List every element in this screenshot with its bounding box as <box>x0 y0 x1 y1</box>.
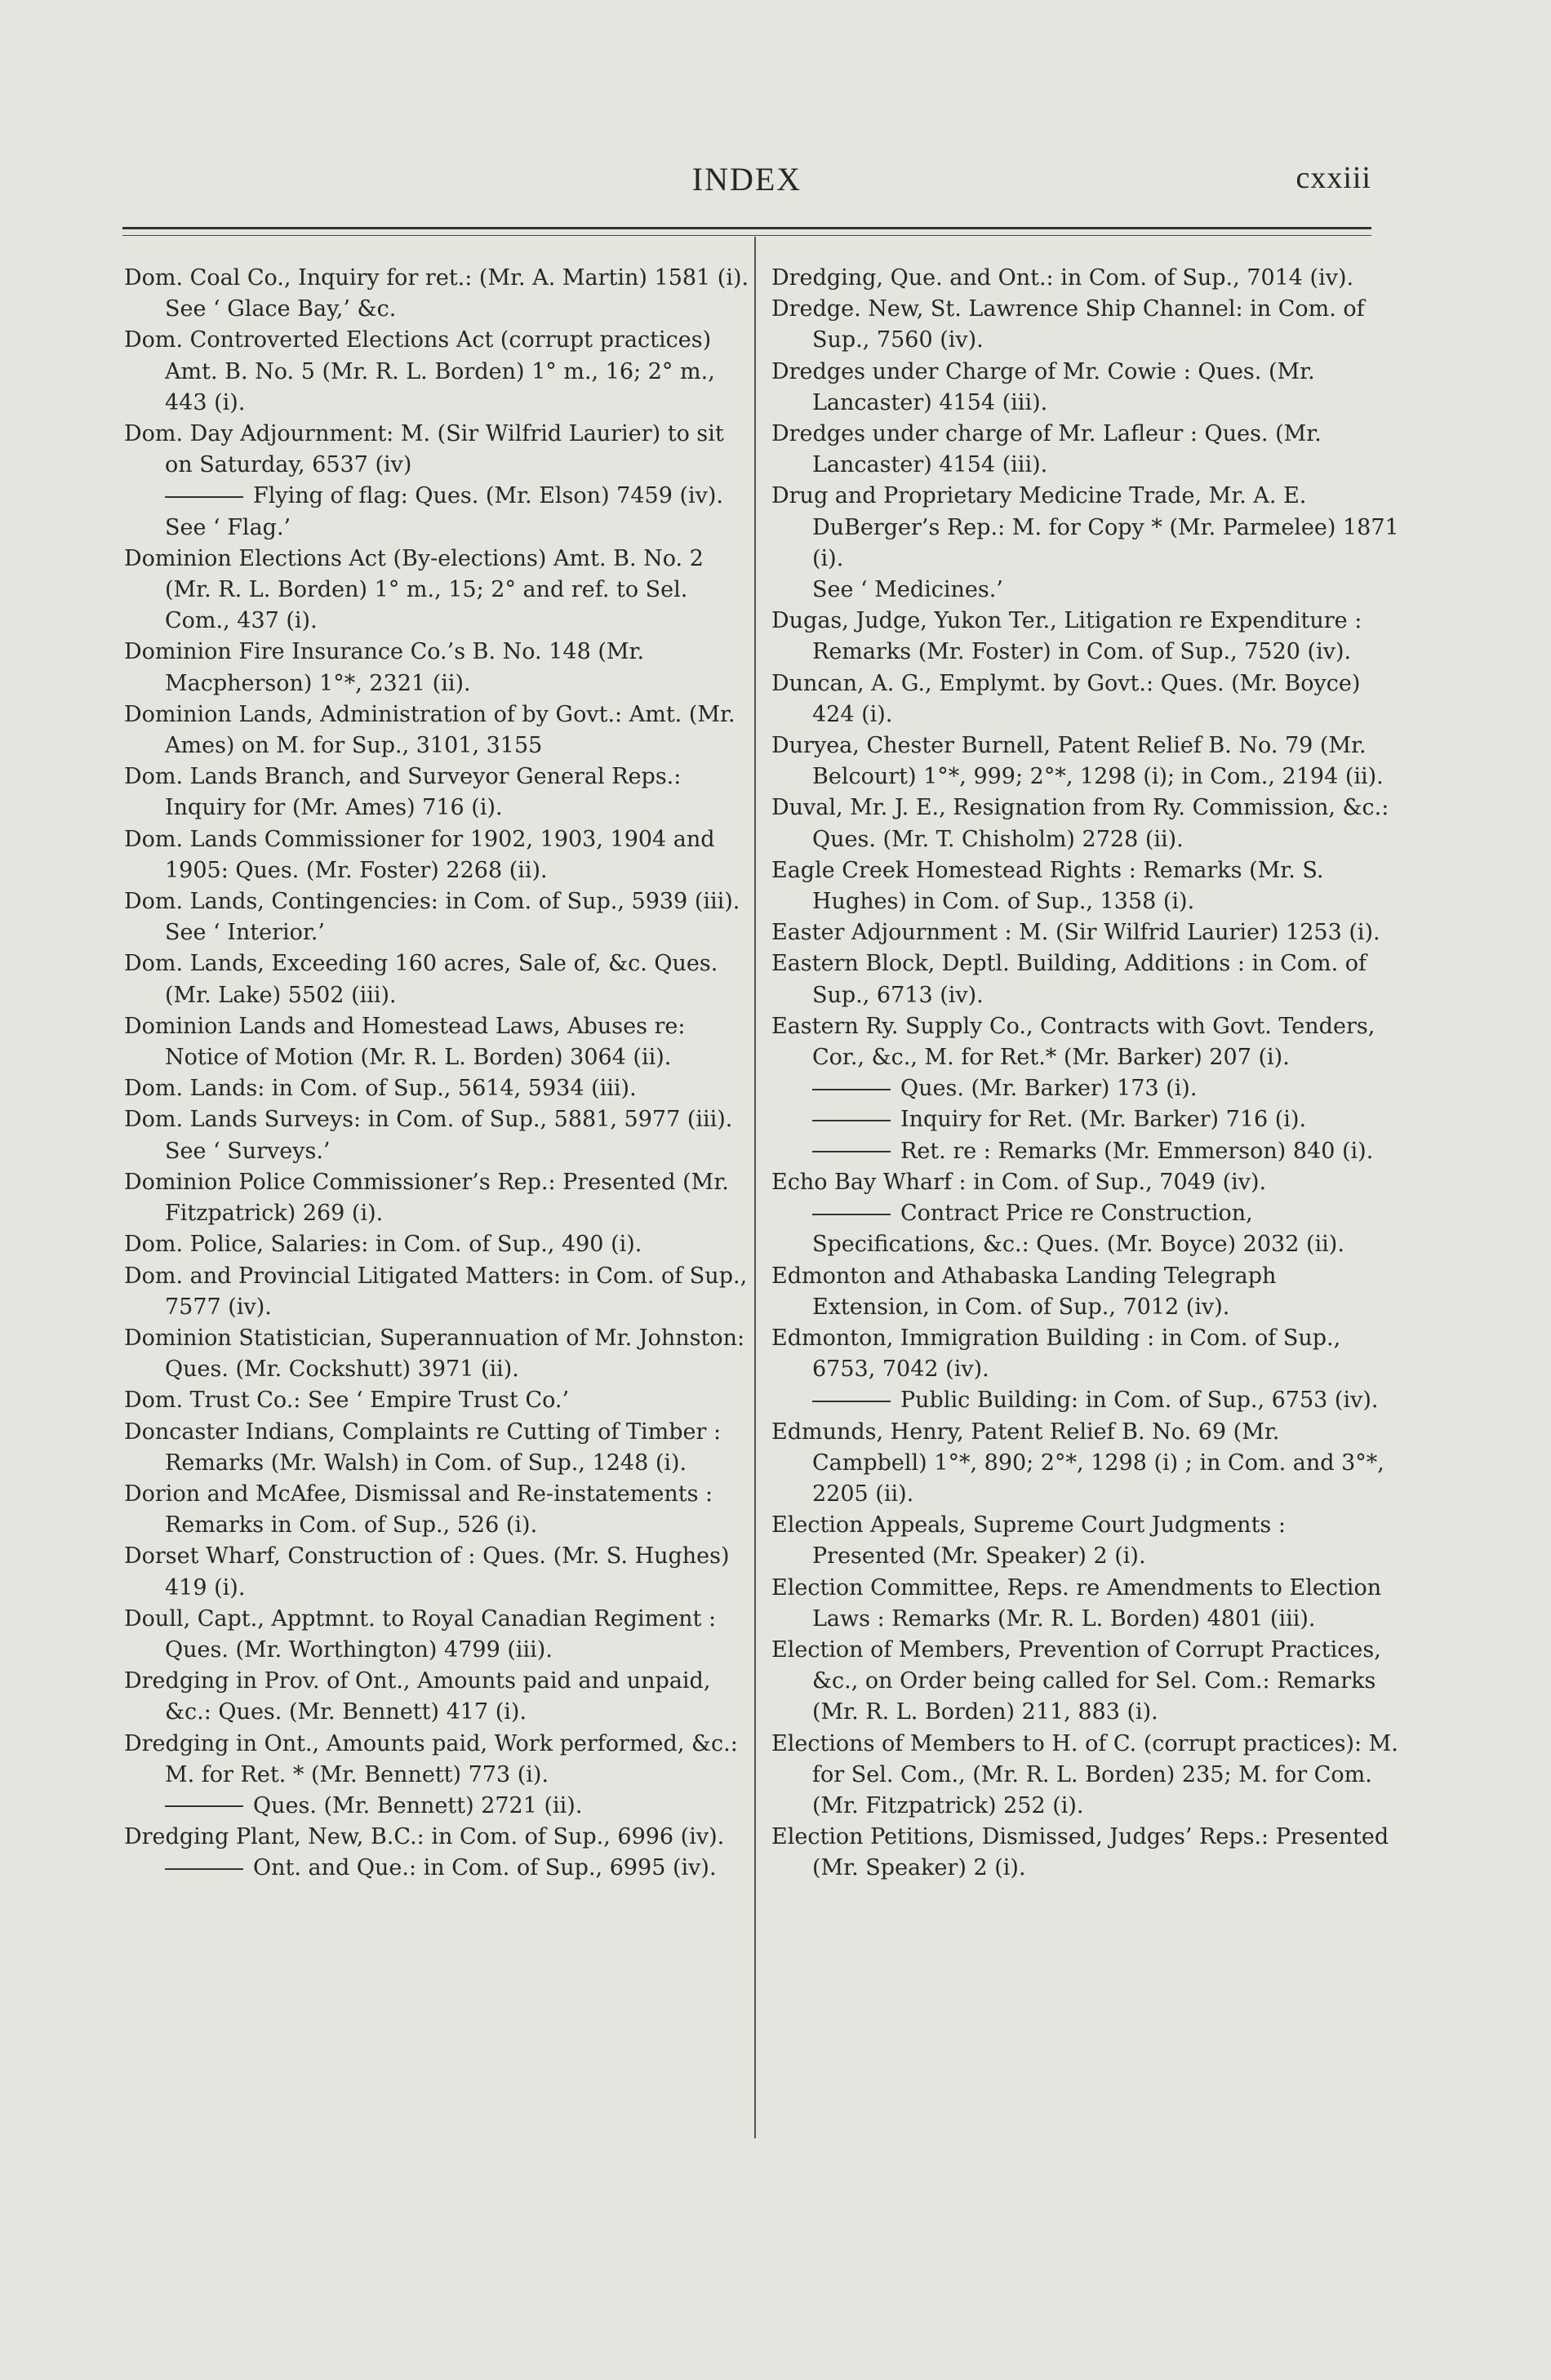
ditto-dash <box>812 1089 891 1090</box>
index-entry <box>124 325 753 419</box>
index-entry <box>771 1261 1400 1323</box>
index-entry <box>124 1417 753 1479</box>
index-entry <box>124 1104 753 1135</box>
entry-text: Public Building: in Com. of Sup., 6753 (iv). <box>900 1388 1379 1414</box>
entry-text: Dom. Police, Salaries: in Com. of Sup., 490 (i). <box>124 1232 642 1258</box>
entry-text: Dredging Plant, New, B.C.: in Com. of Sup., 6996 (iv). <box>124 1824 725 1850</box>
entry-text: Dom. Lands Surveys: in Com. of Sup., 5881, 5977 (iii). <box>124 1107 733 1133</box>
index-entry <box>771 481 1400 575</box>
page-title: INDEX <box>691 161 802 198</box>
cross-reference <box>124 513 753 544</box>
index-entry <box>771 294 1400 356</box>
entry-text: Dom. Trust Co.: See ‘ Empire Trust Co.’ <box>124 1388 570 1414</box>
index-entry <box>124 1479 753 1541</box>
entry-text: Ont. and Que.: in Com. of Sup., 6995 (iv). <box>253 1855 717 1881</box>
index-entry <box>771 1417 1400 1511</box>
index-subentry <box>771 1198 1400 1260</box>
entry-text: Election Appeals, Supreme Court Judgments : Presented (Mr. Speaker) 2 (i). <box>771 1512 1286 1570</box>
index-entry <box>124 544 753 637</box>
index-entry <box>771 419 1400 481</box>
entry-text: Inquiry for Ret. (Mr. Barker) 716 (i). <box>900 1107 1307 1133</box>
entry-text: Duval, Mr. J. E., Resignation from Ry. Commission, &c.: Ques. (Mr. T. Chisholm) 2728 (ii). <box>771 795 1389 852</box>
index-entry <box>771 1323 1400 1385</box>
index-entry <box>124 1729 753 1791</box>
entry-text: Dredges under charge of Mr. Lafleur : Ques. (Mr. Lancaster) 4154 (iii). <box>771 421 1322 478</box>
entry-text: Dominion Statistician, Superannuation of Mr. Johnston: Ques. (Mr. Cockshutt) 3971 (ii). <box>124 1325 745 1383</box>
index-entry <box>771 917 1400 948</box>
index-entry <box>771 1510 1400 1572</box>
index-subentry <box>771 1073 1400 1104</box>
entry-text: Doull, Capt., Apptmnt. to Royal Canadian Regiment : Ques. (Mr. Worthington) 4799 (iii). <box>124 1605 717 1663</box>
header-rule-thick <box>122 227 1371 229</box>
entry-text: Edmunds, Henry, Patent Relief B. No. 69 (Mr. Campbell) 1°*, 890; 2°*, 1298 (i) ; in Com. and 3°*, 2205 (ii). <box>771 1419 1384 1507</box>
entry-text: Edmonton, Immigration Building : in Com. of Sup., 6753, 7042 (iv). <box>771 1325 1341 1383</box>
index-entry <box>124 1541 753 1603</box>
ditto-dash <box>165 1868 243 1870</box>
entry-text: Ques. (Mr. Barker) 173 (i). <box>900 1076 1198 1102</box>
entry-text: Dredging, Que. and Ont.: in Com. of Sup., 7014 (iv). <box>771 265 1354 291</box>
entry-text: Flying of flag: Ques. (Mr. Elson) 7459 (iv). <box>253 483 724 509</box>
entry-text: Elections of Members to H. of C. (corrupt practices): M. for Sel. Com., (Mr. R. L. Borden) 235; M. for Com. (Mr. Fitzpatrick) 252 (i). <box>771 1730 1398 1818</box>
index-entry <box>771 1635 1400 1729</box>
index-entry <box>771 263 1400 294</box>
index-entry <box>124 1604 753 1666</box>
entry-text: Dom. Controverted Elections Act (corrupt practices) Amt. B. No. 5 (Mr. R. L. Borden) 1° m., 16; 2° m., 443 (i). <box>124 327 715 415</box>
index-subentry <box>771 1104 1400 1135</box>
entry-text: Dugas, Judge, Yukon Ter., Litigation re Expenditure : Remarks (Mr. Foster) in Com. of Sup., 7520 (iv). <box>771 608 1362 665</box>
ditto-dash <box>812 1120 891 1121</box>
entry-text: Eagle Creek Homestead Rights : Remarks (Mr. S. Hughes) in Com. of Sup., 1358 (i). <box>771 857 1324 915</box>
left-column <box>124 263 753 1885</box>
cross-reference <box>124 1136 753 1167</box>
entry-text: See ‘ Surveys.’ <box>165 1138 331 1164</box>
entry-text: Election Committee, Reps. re Amendments to Election Laws : Remarks (Mr. R. L. Borden) 4801 (iii). <box>771 1574 1382 1632</box>
entry-text: Dom. Lands: in Com. of Sup., 5614, 5934 (iii). <box>124 1076 637 1102</box>
index-subentry <box>124 1853 753 1884</box>
entry-text: Dom. Lands Commissioner for 1902, 1903, 1904 and 1905: Ques. (Mr. Foster) 2268 (ii). <box>124 826 715 883</box>
entry-text: Dorion and McAfee, Dismissal and Re-instatements : Remarks in Com. of Sup., 526 (i). <box>124 1481 713 1539</box>
header-rule-thin <box>122 235 1371 236</box>
index-entry <box>124 762 753 824</box>
index-entry <box>771 793 1400 855</box>
index-entry <box>771 606 1400 668</box>
index-entry <box>124 948 753 1010</box>
entry-text: Ret. re : Remarks (Mr. Emmerson) 840 (i). <box>900 1138 1374 1164</box>
index-entry <box>124 1073 753 1104</box>
entry-text: Drug and Proprietary Medicine Trade, Mr. A. E. DuBerger’s Rep.: M. for Copy * (Mr. Parmelee) 1871 (i). <box>771 483 1399 571</box>
entry-text: Dominion Lands, Administration of by Govt.: Amt. (Mr. Ames) on M. for Sup., 3101, 3155 <box>124 701 736 759</box>
entry-text: Dredging in Ont., Amounts paid, Work performed, &c.: M. for Ret. * (Mr. Bennett) 773 (i). <box>124 1730 738 1787</box>
ditto-dash <box>165 1805 243 1807</box>
index-entry <box>771 357 1400 419</box>
entry-text: Eastern Ry. Supply Co., Contracts with Govt. Tenders, Cor., &c., M. for Ret.* (Mr. Barker) 207 (i). <box>771 1013 1375 1071</box>
entry-text: Dominion Lands and Homestead Laws, Abuses re: Notice of Motion (Mr. R. L. Borden) 3064 (ii). <box>124 1013 686 1071</box>
entry-text: See ‘ Interior.’ <box>165 920 325 946</box>
index-subentry <box>771 1136 1400 1167</box>
index-subentry <box>124 481 753 512</box>
entry-text: Easter Adjournment : M. (Sir Wilfrid Laurier) 1253 (i). <box>771 920 1380 946</box>
index-entry <box>124 699 753 762</box>
entry-text: Dorset Wharf, Construction of : Ques. (Mr. S. Hughes) 419 (i). <box>124 1543 730 1601</box>
page-number: cxxiii <box>1295 161 1371 195</box>
index-subentry <box>124 1791 753 1822</box>
index-entry <box>124 1167 753 1229</box>
entry-text: Dom. Lands, Contingencies: in Com. of Sup., 5939 (iii). <box>124 889 740 915</box>
entry-text: See ‘ Glace Bay,’ &c. <box>165 296 397 322</box>
entry-text: Election Petitions, Dismissed, Judges’ Reps.: Presented (Mr. Speaker) 2 (i). <box>771 1824 1389 1881</box>
entry-text: Election of Members, Prevention of Corrupt Practices, &c., on Order being called for Sel. Com.: Remarks (Mr. R. L. Borden) 211, 883 (i). <box>771 1636 1381 1725</box>
right-column <box>771 263 1400 1885</box>
ditto-dash <box>812 1401 891 1402</box>
column-divider <box>754 237 756 2138</box>
index-entry <box>771 668 1400 730</box>
index-entry <box>124 1323 753 1385</box>
entry-text: Duncan, A. G., Emplymt. by Govt.: Ques. (Mr. Boyce) 424 (i). <box>771 670 1361 727</box>
entry-text: Contract Price re Construction, Specifications, &c.: Ques. (Mr. Boyce) 2032 (ii). <box>812 1201 1344 1258</box>
index-entry <box>124 1666 753 1728</box>
entry-text: Dredges under Charge of Mr. Cowie : Ques. (Mr. Lancaster) 4154 (iii). <box>771 358 1315 415</box>
entry-text: See ‘ Medicines.’ <box>812 577 1003 603</box>
index-entry <box>124 1261 753 1323</box>
entry-text: Dom. and Provincial Litigated Matters: in Com. of Sup., 7577 (iv). <box>124 1263 748 1320</box>
index-entry <box>124 1385 753 1416</box>
index-entry <box>124 1011 753 1073</box>
entry-text: Echo Bay Wharf : in Com. of Sup., 7049 (iv). <box>771 1169 1267 1195</box>
ditto-dash <box>812 1214 891 1215</box>
entry-text: Dom. Day Adjournment: M. (Sir Wilfrid Laurier) to sit on Saturday, 6537 (iv) <box>124 421 724 478</box>
index-entry <box>124 824 753 886</box>
entry-text: Dredging in Prov. of Ont., Amounts paid and unpaid, &c.: Ques. (Mr. Bennett) 417 (i). <box>124 1668 711 1725</box>
entry-text: Dom. Coal Co., Inquiry for ret.: (Mr. A. Martin) 1581 (i). <box>124 265 749 291</box>
index-entry <box>771 948 1400 1010</box>
index-subentry <box>771 1385 1400 1416</box>
ditto-dash <box>812 1151 891 1152</box>
index-entry <box>771 1167 1400 1198</box>
entry-text: Dom. Lands Branch, and Surveyor General Reps.: Inquiry for (Mr. Ames) 716 (i). <box>124 764 682 821</box>
entry-text: See ‘ Flag.’ <box>165 514 291 540</box>
index-entry <box>124 1822 753 1853</box>
index-entry <box>771 1011 1400 1073</box>
index-entry <box>771 855 1400 917</box>
index-entry <box>771 730 1400 793</box>
index-entry <box>124 1229 753 1260</box>
cross-reference <box>771 575 1400 606</box>
index-entry <box>771 1573 1400 1635</box>
index-entry <box>124 419 753 481</box>
entry-text: Dominion Fire Insurance Co.’s B. No. 148 (Mr. Macpherson) 1°*, 2321 (ii). <box>124 639 645 696</box>
index-entry <box>124 886 753 917</box>
page-header <box>122 160 1371 209</box>
entry-text: Dredge. New, St. Lawrence Ship Channel: in Com. of Sup., 7560 (iv). <box>771 296 1365 353</box>
ditto-dash <box>165 496 243 498</box>
entry-text: Ques. (Mr. Bennett) 2721 (ii). <box>253 1792 583 1818</box>
entry-text: Eastern Block, Deptl. Building, Additions : in Com. of Sup., 6713 (iv). <box>771 951 1367 1008</box>
index-entry <box>124 637 753 699</box>
entry-text: Dominion Police Commissioner’s Rep.: Presented (Mr. Fitzpatrick) 269 (i). <box>124 1169 729 1227</box>
entry-text: Doncaster Indians, Complaints re Cutting of Timber : Remarks (Mr. Walsh) in Com. of Sup., 1248 (i). <box>124 1419 722 1476</box>
entry-text: Duryea, Chester Burnell, Patent Relief B. No. 79 (Mr. Belcourt) 1°*, 999; 2°*, 1298 (i); in Com., 2194 (ii). <box>771 733 1384 790</box>
entry-text: Dominion Elections Act (By-elections) Amt. B. No. 2 (Mr. R. L. Borden) 1° m., 15; 2° and ref. to Sel. Com., 437 (i). <box>124 545 704 634</box>
index-entry <box>771 1822 1400 1884</box>
cross-reference <box>124 294 753 325</box>
index-entry <box>771 1729 1400 1823</box>
index-entry <box>124 263 753 294</box>
entry-text: Edmonton and Athabaska Landing Telegraph Extension, in Com. of Sup., 7012 (iv). <box>771 1263 1277 1320</box>
cross-reference <box>124 917 753 948</box>
entry-text: Dom. Lands, Exceeding 160 acres, Sale of, &c. Ques. (Mr. Lake) 5502 (iii). <box>124 951 718 1008</box>
